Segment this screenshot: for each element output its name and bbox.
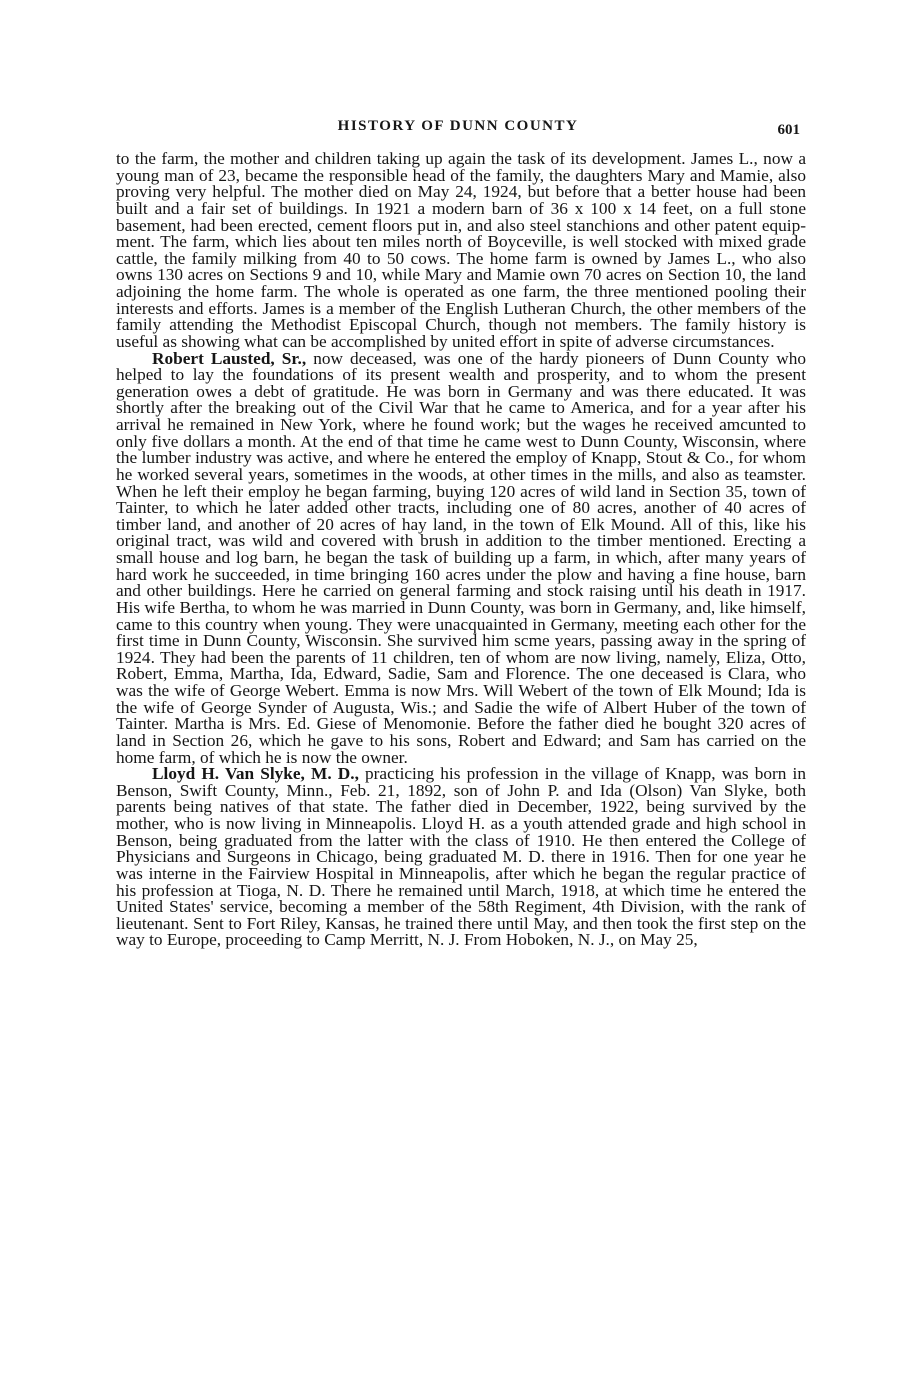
lead-name: Robert Lausted, Sr., <box>152 348 307 368</box>
paragraph-text: now deceased, was one of the hardy pioneers of Dunn County who helped to lay the foundations of its present wealth and prosperity, and to whom the present generation owes a debt of gratitude. He was born in Germany and was there educated. It was shortly after the breaking out of the Civil War that he came to America, and for a year after his arrival he remained in New York, where he found work; but the wages he received amcunted to only five dollars a month. At the end of that time he came west to Dunn County, Wisconsin, where the lumber industry was active, and where he entered the employ of Knapp, Stout & Co., for whom he worked several years, sometimes in the woods, at other times in the mills, and also as teamster. When he left their employ he began farming, buying 120 acres of wild land in Section 35, town of Tainter, to which he later added other tracts, including one of 80 acres, another of 40 acres of timber land, and another of 20 acres of hay land, in the town of Elk Mound. All of this, like his original tract, was wild and covered with brush in addition to the timber mentioned. Erecting a small house and log barn, he began the task of building up a farm, in which, after many years of hard work he succeeded, in time bringing 160 acres under the plow and having a fine house, barn and other buildings. Here he carried on general farming and stock raising until his death in 1917. His wife Bertha, to whom he was married in Dunn County, was born in Germany, and, like himself, came to this country when young. They were unacquainted in Germany, meeting each other for the first time in Dunn County, Wisconsin. She survived him scme years, passing away in the spring of 1924. They had been the parents of 11 children, ten of whom are now living, namely, Eliza, Otto, Robert, Emma, Martha, Ida, Edward, Sadie, Sam and Florence. The one deceased is Clara, who was the wife of George Webert. Emma is now Mrs. Will Webert of the town of Elk Mound; Ida is the wife of George Synder of Augusta, Wis.; and Sadie the wife of Albert Huber of the town of Tainter. Martha is Mrs. Ed. Giese of Menomonie. Before the father died he bought 320 acres of land in Section 26, which he gave to his sons, Robert and Edward; and Sam has carried on the home farm, of which he is now the owner. <box>116 348 806 767</box>
running-title: HISTORY OF DUNN COUNTY <box>337 118 579 134</box>
paragraph-lloyd-van-slyke <box>116 766 806 949</box>
paragraph-text: to the farm, the mother and children taking up again the task of its development. James L., now a young man of 23, became the responsible head of the family, the daughters Mary and Mamie, also proving very helpful. The mother died on May 24, 1924, but before that a better house had been built and a fair set of buildings. In 1921 a modern barn of 36 x 100 x 14 feet, on a full stone basement, had been erected, cement floors put in, and also steel stanchions and other patent equipment. The farm, which lies about ten miles north of Boyceville, is well stocked with mixed grade cattle, the family milking from 40 to 50 cows. The home farm is owned by James L., who also owns 130 acres on Sections 9 and 10, while Mary and Mamie own 70 acres on Section 10, the land adjoining the home farm. The whole is operated as one farm, the three mentioned pooling their interests and efforts. James is a member of the English Lutheran Church, the other members of the family attending the Methodist Episcopal Church, though not members. The family history is useful as showing what can be accomplished by united effort in spite of adverse circumstances. <box>116 149 806 351</box>
page-number: 601 <box>777 122 800 138</box>
paragraph-continuation <box>116 151 806 351</box>
running-head <box>116 118 800 142</box>
lead-name: Lloyd H. Van Slyke, M. D., <box>152 764 359 784</box>
paragraph-text: practicing his profession in the village of Knapp, was born in Benson, Swift County, Minn., Feb. 21, 1892, son of John P. and Ida (Olson) Van Slyke, both parents being natives of that state. The father died in December, 1922, being survived by the mother, who is now living in Minneapolis. Lloyd H. as a youth attended grade and high school in Benson, being graduated from the latter with the class of 1910. He then entered the College of Physicians and Surgeons in Chicago, being graduated M. D. there in 1916. Then for one year he was interne in the Fairview Hospital in Minneapolis, after which he began the regular practice of his profession at Tioga, N. D. There he remained until March, 1918, at which time he entered the United States' service, becoming a member of the 58th Regiment, 4th Division, with the rank of lieutenant. Sent to Fort Riley, Kansas, he trained there until May, and then took the first step on the way to Europe, proceeding to Camp Merritt, N. J. From Hoboken, N. J., on May 25, <box>116 764 807 950</box>
paragraph-robert-lausted <box>116 348 806 767</box>
body-text <box>116 151 806 949</box>
